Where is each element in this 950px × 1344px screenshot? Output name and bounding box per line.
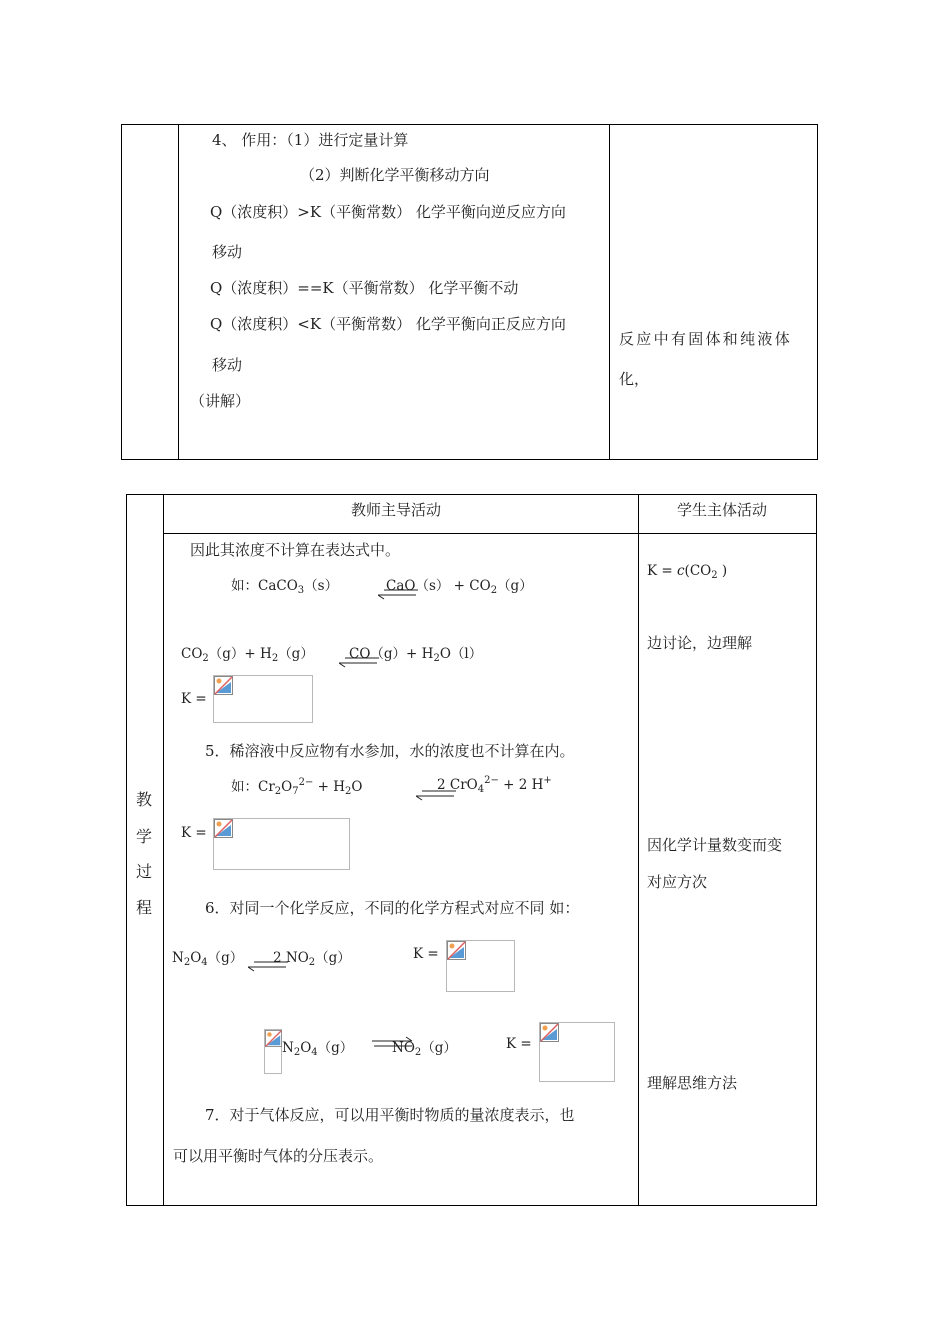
broken-image-icon — [265, 1030, 282, 1047]
equilibrium-arrow-icon — [339, 654, 379, 668]
item5-line: 5．稀溶液中反应物有水参加，水的浓度也不计算在内。 — [205, 742, 575, 760]
broken-image-icon — [540, 1023, 559, 1042]
intro-line: 因此其浓度不计算在表达式中。 — [190, 541, 401, 559]
student-discuss: 边讨论，边理解 — [647, 634, 753, 652]
broken-image-icon — [214, 819, 233, 838]
k-label: K = — [181, 691, 207, 707]
equation-image-placeholder — [213, 675, 313, 723]
equation-co2-h2: $CO_2(g)+ H_2(g)$ — [181, 646, 314, 664]
divider — [163, 495, 164, 1205]
equation-chromate: 2 CrO$_4^{2-}$ + 2 H+ — [437, 775, 552, 795]
k-label: K = — [413, 946, 439, 962]
equilibrium-arrow-icon — [248, 958, 288, 972]
divider — [178, 125, 179, 459]
q-less-line: Q（浓度积）<K（平衡常数） 化学平衡向正反应方向 — [210, 315, 566, 333]
equation-image-placeholder — [213, 818, 350, 870]
item7-line: 7．对于气体反应，可以用平衡时物质的量浓度表示，也 — [205, 1106, 575, 1124]
equation-co-h2o: $CO(g)+ H_2O(l)$ — [349, 646, 483, 664]
broken-image-icon — [214, 676, 233, 695]
equation-n2o4: $N_2O_4(g)$ — [172, 950, 244, 968]
header-teacher: 教师主导活动 — [351, 501, 442, 519]
equation-image-placeholder — [539, 1022, 615, 1082]
student-note: 反应中有固体和纯液体 — [619, 330, 793, 348]
section-label-char: 过 — [135, 862, 152, 881]
equation-caco3: 如：CaCO$_3$（s） — [231, 578, 339, 596]
section-label-char: 程 — [135, 898, 152, 917]
divider — [609, 125, 610, 459]
q-equal-line: Q（浓度积）==K（平衡常数） 化学平衡不动 — [210, 279, 519, 297]
header-divider — [163, 533, 816, 534]
equation-n2o4-half: $N_2O_4(g)$ — [282, 1040, 354, 1058]
header-student: 学生主体活动 — [677, 501, 768, 519]
equation-no2: $NO_2(g)$ — [392, 1040, 457, 1058]
student-method: 理解思维方法 — [647, 1074, 738, 1092]
item7-cont: 可以用平衡时气体的分压表示。 — [173, 1147, 384, 1165]
equilibrium-arrow-icon — [378, 586, 418, 600]
coefficient-image-placeholder — [264, 1029, 282, 1074]
q-greater-cont: 移动 — [212, 243, 243, 261]
equation-cao: $CaO(s) + CO_2(g)$ — [386, 578, 533, 596]
equilibrium-arrow-icon — [416, 787, 456, 801]
q-less-cont: 移动 — [212, 356, 243, 374]
student-note-cont: 化， — [619, 370, 650, 388]
q-greater-line: Q（浓度积）>K（平衡常数） 化学平衡向逆反应方向 — [210, 203, 566, 221]
section-label-char: 教 — [135, 790, 152, 809]
item6-line: 6．对同一个化学反应，不同的化学方程式对应不同 如： — [205, 899, 580, 917]
explain-label: （讲解） — [190, 392, 251, 410]
equilibrium-arrow-icon — [372, 1036, 414, 1050]
student-k-expression: $K = c(CO_2$ ) — [647, 563, 728, 581]
student-coef-note-cont: 对应方次 — [647, 873, 708, 891]
k-label: K = — [181, 825, 207, 841]
equation-dichromate: 如：$Cr_2O_7^{2-} + H_2O$ — [231, 777, 363, 797]
divider — [638, 495, 639, 1205]
section-label-char: 学 — [135, 827, 152, 846]
equation-image-placeholder — [446, 940, 515, 992]
k-label: K = — [506, 1036, 532, 1052]
equation-2no2: 2 $NO_2(g)$ — [273, 950, 351, 968]
student-coef-note: 因化学计量数变而变 — [647, 836, 783, 854]
broken-image-icon — [447, 941, 466, 960]
item4-line: 4、 作用：（1）进行定量计算 — [212, 131, 409, 149]
item4-sub: （2）判断化学平衡移动方向 — [300, 166, 490, 184]
